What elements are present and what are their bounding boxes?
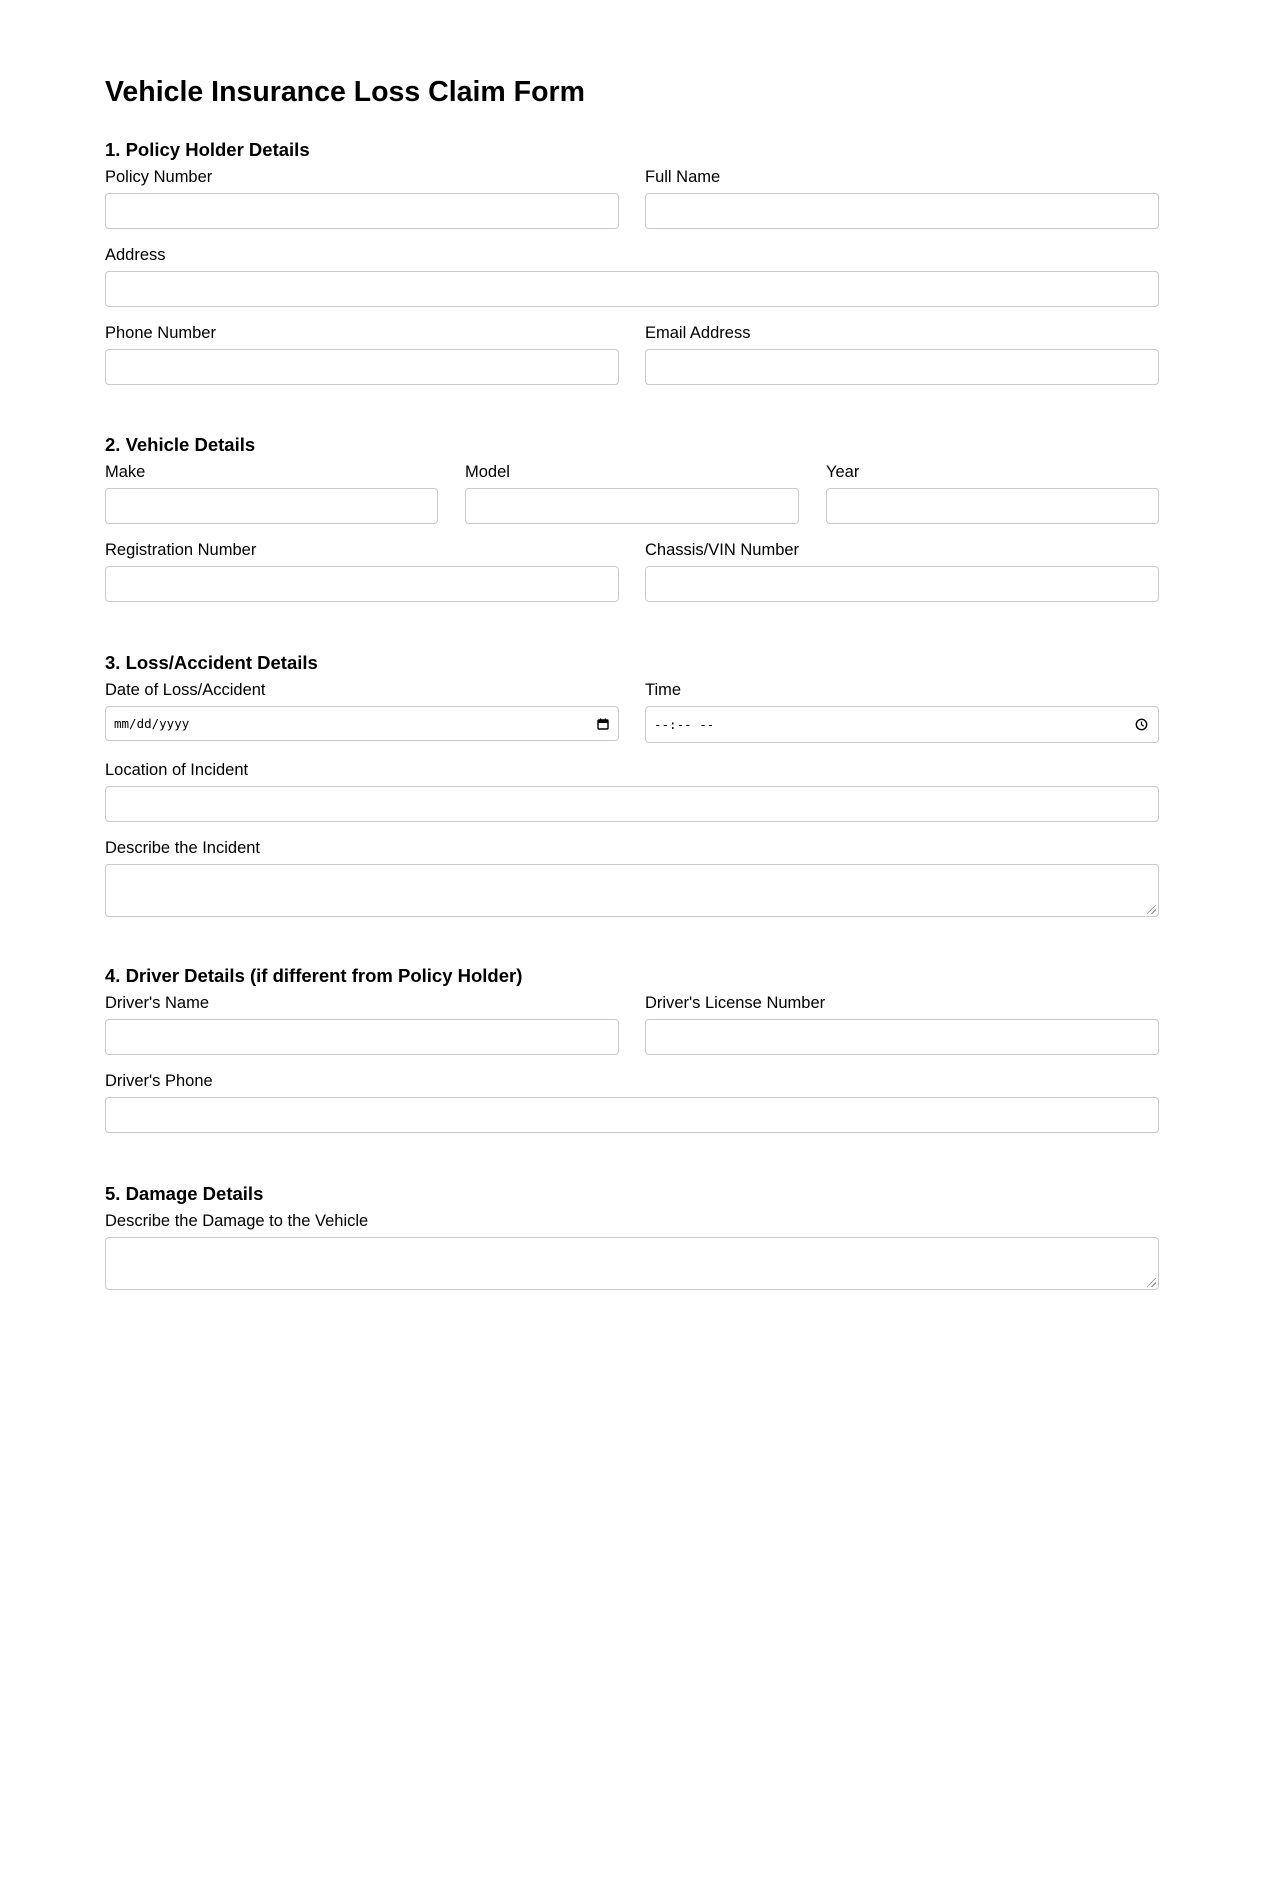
- make-label: Make: [105, 463, 146, 481]
- vin-number-label: Chassis/VIN Number: [645, 541, 800, 559]
- date-of-loss-label: Date of Loss/Accident: [105, 681, 266, 699]
- date-placeholder: mm/dd/yyyy: [114, 716, 190, 731]
- model-input[interactable]: [465, 488, 799, 524]
- section-damage: [105, 1183, 1159, 1293]
- year-label: Year: [826, 463, 860, 481]
- location-of-incident-label: Location of Incident: [105, 761, 249, 779]
- section-driver: [105, 965, 1159, 1137]
- damage-description-label: Describe the Damage to the Vehicle: [105, 1212, 369, 1230]
- vin-number-input[interactable]: [645, 566, 1159, 602]
- driver-license-label: Driver's License Number: [645, 994, 826, 1012]
- year-input[interactable]: [826, 488, 1159, 524]
- email-address-input[interactable]: [645, 349, 1159, 385]
- calendar-icon[interactable]: [597, 718, 609, 730]
- registration-number-input[interactable]: [105, 566, 619, 602]
- make-input[interactable]: [105, 488, 438, 524]
- time-label: Time: [645, 681, 682, 699]
- driver-name-input[interactable]: [105, 1019, 619, 1055]
- driver-phone-input[interactable]: [105, 1097, 1159, 1133]
- time-placeholder: --:-- --: [654, 717, 715, 732]
- section-loss-accident: [105, 652, 1159, 922]
- section-policy-holder: [105, 139, 1159, 389]
- time-input[interactable]: [645, 706, 1159, 743]
- phone-number-label: Phone Number: [105, 324, 216, 342]
- driver-license-input[interactable]: [645, 1019, 1159, 1055]
- phone-number-input[interactable]: [105, 349, 619, 385]
- address-label: Address: [105, 246, 166, 264]
- driver-name-label: Driver's Name: [105, 994, 209, 1012]
- policy-number-label: Policy Number: [105, 168, 213, 186]
- full-name-label: Full Name: [645, 168, 721, 186]
- full-name-input[interactable]: [645, 193, 1159, 229]
- section-vehicle: [105, 434, 1159, 606]
- incident-description-label: Describe the Incident: [105, 839, 261, 857]
- date-of-loss-input[interactable]: [105, 706, 619, 741]
- form-title: Vehicle Insurance Loss Claim Form: [105, 76, 585, 108]
- section-title-policy-holder: 1. Policy Holder Details: [105, 139, 310, 160]
- model-label: Model: [465, 463, 510, 481]
- driver-phone-label: Driver's Phone: [105, 1072, 213, 1090]
- clock-icon[interactable]: [1135, 718, 1148, 731]
- incident-description-textarea[interactable]: [105, 864, 1159, 917]
- section-title-damage: 5. Damage Details: [105, 1183, 264, 1204]
- resize-grip-icon[interactable]: [1147, 905, 1156, 914]
- policy-number-input[interactable]: [105, 193, 619, 229]
- location-of-incident-input[interactable]: [105, 786, 1159, 822]
- section-title-driver: 4. Driver Details (if different from Policy Holder): [105, 965, 523, 986]
- section-title-vehicle: 2. Vehicle Details: [105, 434, 256, 455]
- damage-description-textarea[interactable]: [105, 1237, 1159, 1290]
- address-input[interactable]: [105, 271, 1159, 307]
- section-title-loss-accident: 3. Loss/Accident Details: [105, 652, 318, 673]
- email-address-label: Email Address: [645, 324, 751, 342]
- resize-grip-icon[interactable]: [1147, 1278, 1156, 1287]
- registration-number-label: Registration Number: [105, 541, 257, 559]
